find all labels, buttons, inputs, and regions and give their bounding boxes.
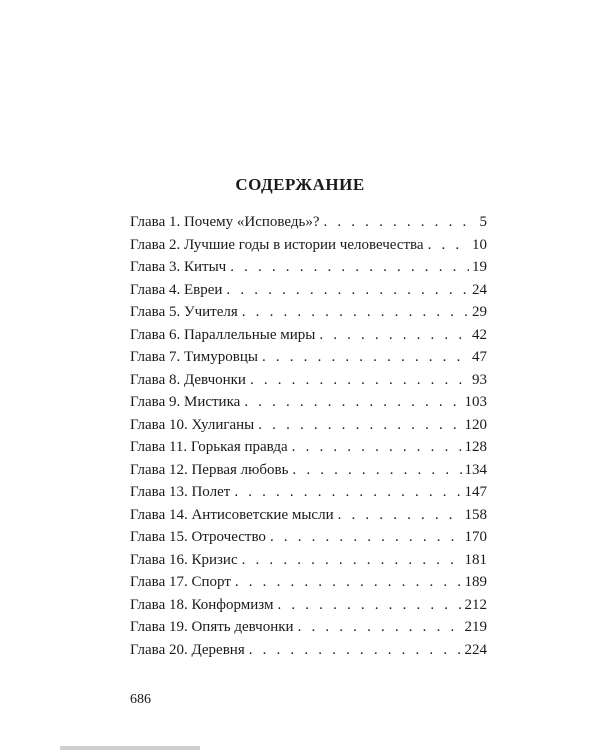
toc-leader bbox=[298, 616, 462, 639]
toc-entry bbox=[130, 369, 487, 392]
toc-leader bbox=[234, 481, 461, 504]
toc-entry-label: Глава 18. Конформизм bbox=[130, 596, 274, 613]
toc-leader bbox=[242, 301, 469, 324]
toc-entry-page: 10 bbox=[472, 236, 487, 253]
toc-entry-page: 24 bbox=[472, 281, 487, 298]
toc-entry-label: Глава 9. Мистика bbox=[130, 394, 241, 410]
toc-title: СОДЕРЖАНИЕ bbox=[235, 175, 365, 194]
toc-leader bbox=[258, 414, 461, 437]
toc-entry bbox=[130, 549, 487, 572]
toc-entry-label: Глава 11. Горькая правда bbox=[130, 439, 288, 455]
toc-entry bbox=[130, 594, 487, 617]
toc-entry-page: 147 bbox=[464, 484, 487, 500]
toc-leader bbox=[242, 549, 462, 572]
scan-edge-divider bbox=[60, 746, 200, 750]
toc-leader bbox=[226, 279, 469, 302]
toc-leader bbox=[230, 256, 469, 279]
toc-entry-label: Глава 14. Антисоветские мысли bbox=[130, 506, 334, 523]
toc-leader bbox=[277, 594, 461, 617]
toc-entry bbox=[130, 481, 487, 504]
toc-entry bbox=[130, 436, 487, 459]
toc-entry-label: Глава 7. Тимуровцы bbox=[130, 349, 258, 365]
toc-entry bbox=[130, 324, 487, 347]
toc-leader bbox=[270, 526, 462, 549]
toc-entry bbox=[130, 211, 487, 234]
toc-entry-page: 47 bbox=[472, 349, 487, 365]
toc-leader bbox=[338, 504, 462, 527]
toc-leader bbox=[262, 346, 469, 369]
toc-leader bbox=[323, 211, 476, 234]
toc-entry-page: 224 bbox=[464, 641, 487, 658]
toc-entry-page: 134 bbox=[464, 461, 487, 478]
toc-leader bbox=[250, 369, 469, 392]
toc-entry bbox=[130, 301, 487, 324]
toc-leader bbox=[319, 324, 469, 347]
toc-entry-page: 42 bbox=[472, 326, 487, 343]
toc-entry bbox=[130, 234, 487, 257]
toc-leader bbox=[428, 234, 469, 257]
toc-entry-label: Глава 13. Полет bbox=[130, 484, 231, 500]
toc-leader bbox=[235, 571, 462, 594]
toc-entry-label: Глава 17. Спорт bbox=[130, 574, 231, 590]
toc-entry bbox=[130, 459, 487, 482]
toc-leader bbox=[249, 639, 462, 662]
toc-entry-label: Глава 8. Девчонки bbox=[130, 371, 246, 388]
toc-entry-label: Глава 5. Учителя bbox=[130, 304, 238, 320]
toc-entry-page: 128 bbox=[464, 439, 487, 455]
toc-entry-page: 120 bbox=[464, 416, 487, 433]
toc-entry-label: Глава 1. Почему «Исповедь»? bbox=[130, 214, 320, 230]
toc-entry bbox=[130, 391, 487, 414]
toc-entry-page: 212 bbox=[464, 596, 487, 613]
toc-entry bbox=[130, 504, 487, 527]
toc-entry bbox=[130, 346, 487, 369]
toc-entry bbox=[130, 639, 487, 662]
toc-entry bbox=[130, 571, 487, 594]
toc-entry bbox=[130, 279, 487, 302]
toc-entry-page: 5 bbox=[479, 214, 487, 230]
toc-entry-page: 170 bbox=[464, 529, 487, 545]
toc-entry-page: 189 bbox=[464, 574, 487, 590]
toc-entry-label: Глава 15. Отрочество bbox=[130, 529, 266, 545]
page-number: 686 bbox=[130, 692, 151, 707]
toc-entry-label: Глава 16. Кризис bbox=[130, 551, 238, 568]
toc-entry bbox=[130, 526, 487, 549]
toc-leader bbox=[292, 459, 461, 482]
toc-entry-label: Глава 19. Опять девчонки bbox=[130, 619, 294, 635]
toc-entry-page: 158 bbox=[464, 506, 487, 523]
toc-entry bbox=[130, 414, 487, 437]
toc-entry-label: Глава 10. Хулиганы bbox=[130, 416, 255, 433]
toc-list bbox=[130, 211, 487, 661]
toc-entry-page: 219 bbox=[464, 619, 487, 635]
toc-entry-label: Глава 12. Первая любовь bbox=[130, 461, 289, 478]
toc-entry-page: 181 bbox=[464, 551, 487, 568]
toc-entry-page: 19 bbox=[472, 259, 487, 275]
toc-entry-page: 103 bbox=[464, 394, 487, 410]
toc-entry-label: Глава 2. Лучшие годы в истории человечества bbox=[130, 236, 424, 253]
toc-entry-label: Глава 6. Параллельные миры bbox=[130, 326, 316, 343]
toc-entry-page: 93 bbox=[472, 371, 487, 388]
toc-entry bbox=[130, 616, 487, 639]
toc-leader bbox=[244, 391, 461, 414]
toc-entry-page: 29 bbox=[472, 304, 487, 320]
toc-entry-label: Глава 20. Деревня bbox=[130, 641, 245, 658]
toc-entry bbox=[130, 256, 487, 279]
toc-entry-label: Глава 3. Китыч bbox=[130, 259, 227, 275]
toc-leader bbox=[292, 436, 462, 459]
toc-entry-label: Глава 4. Евреи bbox=[130, 281, 223, 298]
